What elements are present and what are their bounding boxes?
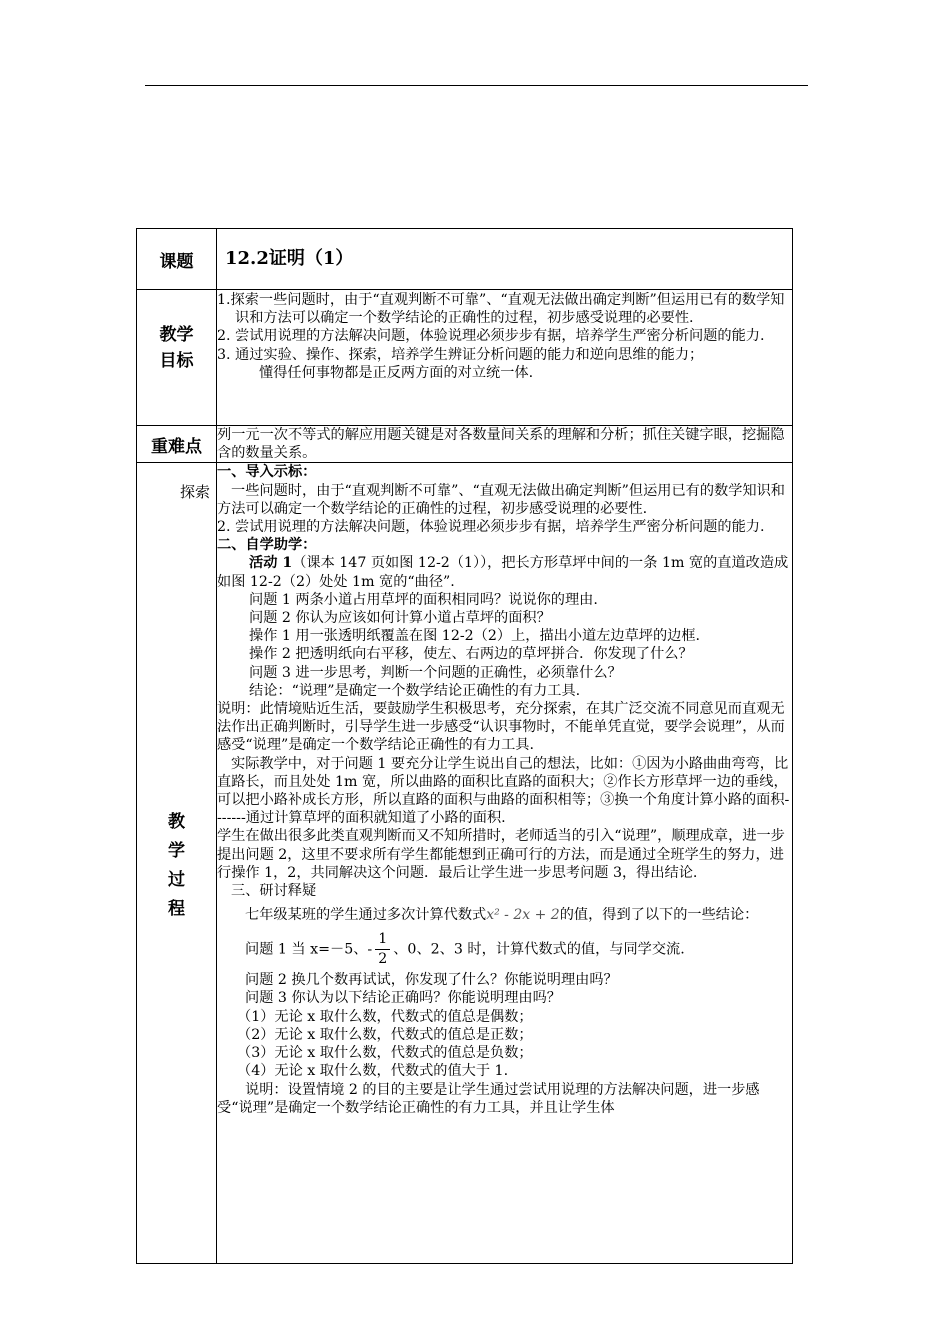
note-1: 说明：此情境贴近生活，要鼓励学生积极思考，充分探索，在其广泛交流不同意见而直观无法作出正确判断时，引导学生进一步感受“认识事物时，不能单凭直觉，要学会说理”，从而感受“说理”是确定一个数学结论正确性的有力工具. (217, 701, 785, 754)
fraction-denominator: 2 (378, 951, 388, 968)
goals-label-line1: 教学 (159, 325, 194, 345)
goal-1: 1.探索一些问题时，由于“直观判断不可靠”、“直观无法做出确定判断”但运用已有的数学知识和方法可以确定一个数学结论的正确性的过程，初步感受说理的必要性. (217, 292, 785, 327)
note-3: 学生在做出很多此类直观判断而又不知所措时，老师适当的引入“说理”，顺理成章，进一步提出问题 2，这里不要求所有学生都能想到正确可行的方法，而是通过全班学生的努力，进行操作 1，2，共同解决这个问题．最后让学生进一步思考问题 3，得出结论. (217, 828, 785, 881)
goals-label-line2: 目标 (159, 351, 194, 371)
s3-question-2: 问题 2 换几个数再试试，你发现了什么？你能说明理由吗？ (245, 972, 618, 989)
question-2: 问题 2 你认为应该如何计算小道占草坪的面积？ (249, 610, 551, 627)
s3-claim-1: （1）无论 x 取什么数，代数式的值总是偶数； (237, 1008, 533, 1025)
activity-1-label: 活动 1 (249, 555, 293, 572)
s3-note: 说明：设置情境 2 的目的主要是让学生通过尝试用说理的方法解决问题，进一步感受“说理”是确定一个数学结论正确性的有力工具，并且让学生体 (217, 1081, 760, 1116)
s3-claim-3: （3）无论 x 取什么数，代数式的值总是负数； (237, 1045, 533, 1062)
goal-3-cont: 懂得任何事物都是正反两方面的对立统一体. (259, 364, 534, 381)
title-label: 课题 (137, 229, 217, 290)
operation-2: 操作 2 把透明纸向右平移，使左、右两边的草坪拼合．你发现了什么？ (249, 646, 693, 663)
activity-1-text: （课本 147 页如图 12-2（1）），把长方形草坪中间的一条 1m 宽的直道改造成如图 12-2（2）处处 1m 宽的“曲径”. (217, 555, 789, 590)
note-2: 实际教学中，对于问题 1 要充分让学生说出自己的想法，比如：①因为小路曲曲弯弯，比直路长，而且处处 1m 宽，所以曲路的面积比直路的面积大；②作长方形草坪一边的垂线，可以把小路补成长方形，所以直路的面积与曲路的面积相等；③换一个角度计算小路的面积-------通过计算草坪的面积就知道了小路的面积. (217, 755, 790, 827)
row-key-points (137, 426, 793, 463)
s3-question-1 (217, 930, 792, 969)
algebraic-expression: x² - 2x + 2 (486, 907, 560, 924)
goals-cell (217, 290, 793, 426)
key-label: 重难点 (151, 437, 202, 457)
row-goals (137, 290, 793, 426)
fraction-one-half (375, 930, 390, 969)
section-1-title: 一、导入示标： (217, 464, 317, 481)
conclusion: 结论：“说理”是确定一个数学结论正确性的有力工具. (249, 682, 581, 699)
s3-question-1-a: 问题 1 当 x=－5、- (245, 941, 373, 958)
process-label-1: 教 (168, 812, 185, 833)
process-label-2: 学 (168, 841, 185, 862)
fraction-numerator: 1 (375, 930, 390, 950)
section-1-para-1: 一些问题时，由于“直观判断不可靠”、“直观无法做出确定判断”但运用已有的数学知识和方法可以确定一个数学结论的正确性的过程，初步感受说理的必要性. (217, 482, 785, 517)
explore-label: 探索 (179, 483, 210, 502)
title-cell (217, 229, 793, 290)
process-cell (217, 463, 793, 1264)
s3-question-1-b: 、0、2、3 时，计算代数式的值，与同学交流. (393, 941, 685, 958)
s3-claim-4: （4）无论 x 取什么数，代数式的值大于 1. (237, 1063, 509, 1080)
section-1-para-2: 2. 尝试用说理的方法解决问题，体验说理必须步步有据，培养学生严密分析问题的能力. (217, 519, 765, 536)
section-3-intro (217, 904, 792, 926)
lesson-plan-table (136, 228, 793, 1264)
row-process (137, 463, 793, 1264)
goal-2: 2. 尝试用说理的方法解决问题，体验说理必须步步有据，培养学生严密分析问题的能力. (217, 328, 765, 345)
s3-claim-2: （2）无论 x 取什么数，代数式的值总是正数； (237, 1026, 533, 1043)
goals-label-cell (137, 290, 217, 426)
process-label-3: 过 (168, 870, 185, 891)
process-label-cell (137, 463, 217, 1264)
question-3: 问题 3 进一步思考，判断一个问题的正确性，必须靠什么？ (249, 664, 622, 681)
s3-question-3: 问题 3 你认为以下结论正确吗？你能说明理由吗？ (245, 990, 561, 1007)
operation-1: 操作 1 用一张透明纸覆盖在图 12-2（2）上，描出小道左边草坪的边框. (249, 628, 701, 645)
section-2-title: 二、自学助学： (217, 537, 317, 554)
process-label-4: 程 (168, 899, 185, 920)
section-3-intro-a: 七年级某班的学生通过多次计算代数式 (245, 907, 487, 924)
goal-3: 3. 通过实验、操作、探索，培养学生辨证分析问题的能力和逆向思维的能力； (217, 346, 704, 363)
key-text: 列一元一次不等式的解应用题关键是对各数量间关系的理解和分析；抓住关键字眼，挖掘隐含的数量关系。 (217, 426, 793, 463)
header-rule (145, 85, 808, 86)
lesson-title: 12.2证明（1） (225, 248, 354, 269)
section-3-intro-b: 的值，得到了以下的一些结论： (559, 907, 759, 924)
row-title (137, 229, 793, 290)
section-3-title: 三、研讨释疑 (231, 883, 317, 900)
activity-1 (217, 554, 792, 590)
question-1: 问题 1 两条小道占用草坪的面积相同吗？说说你的理由. (249, 591, 598, 608)
key-label-cell (137, 426, 217, 463)
